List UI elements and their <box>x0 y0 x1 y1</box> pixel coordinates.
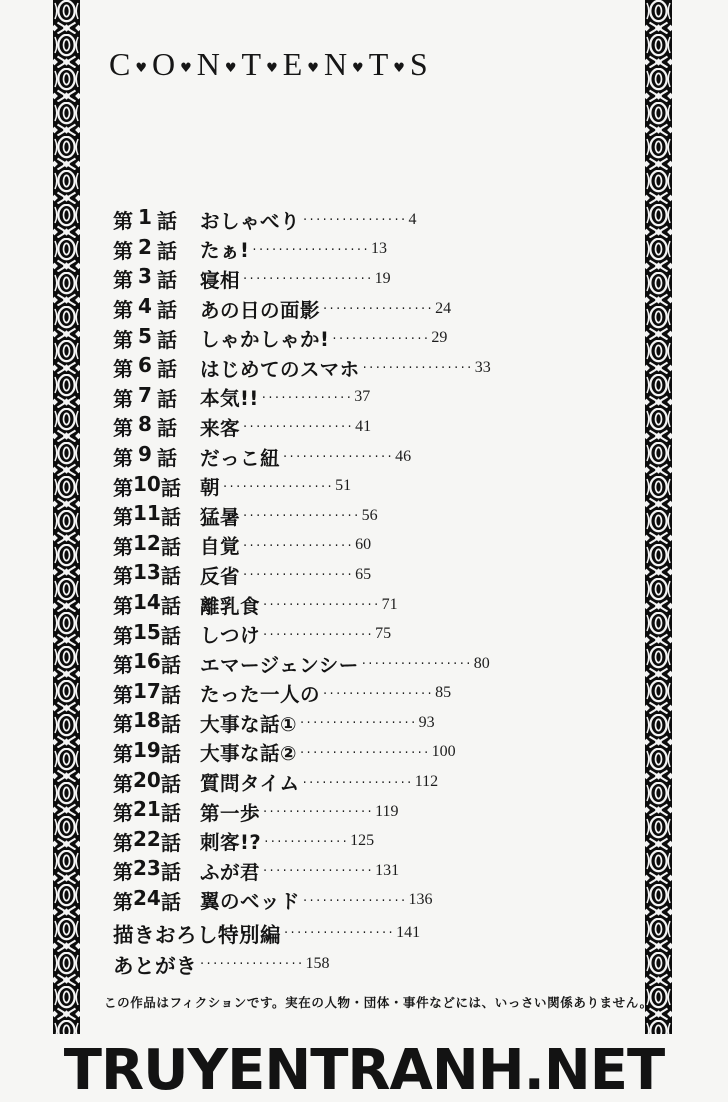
chapter-num: 7 <box>138 382 152 407</box>
toc-row <box>113 797 491 827</box>
contents-letter: C <box>109 46 131 82</box>
dots-leader: ···················· <box>300 745 431 761</box>
dots-leader: ················· <box>283 450 395 466</box>
toc-row <box>113 531 491 561</box>
page-number: 131 <box>375 861 400 879</box>
chapter-prefix: 第 <box>113 298 133 323</box>
chapter-suffix: 話 <box>160 771 181 796</box>
toc-row <box>113 856 491 886</box>
page-number: 112 <box>414 773 439 791</box>
heart-separator-icon: ♥ <box>180 61 192 76</box>
chapter-prefix: 第 <box>113 327 133 352</box>
heart-separator-icon: ♥ <box>352 61 364 76</box>
toc-row <box>113 560 491 590</box>
contents-letter: O <box>152 46 176 82</box>
page-number: 60 <box>355 536 372 554</box>
dots-leader: ················· <box>263 627 375 643</box>
chapter-list <box>113 205 491 915</box>
page-number: 125 <box>350 832 375 850</box>
chapter-prefix: 第 <box>113 446 133 471</box>
heart-separator-icon: ♥ <box>393 61 405 76</box>
dots-leader: ················· <box>284 926 396 941</box>
chapter-suffix: 話 <box>160 830 181 855</box>
page-number: 71 <box>381 595 398 613</box>
chapter-prefix: 第 <box>113 712 133 737</box>
chapter-num: 8 <box>138 412 152 437</box>
chapter-title: 第一歩 <box>200 801 261 825</box>
toc-row <box>113 235 491 265</box>
page-number: 37 <box>354 388 371 406</box>
chapter-title: しつけ <box>200 624 261 648</box>
chapter-prefix: 第 <box>113 268 133 293</box>
chapter-prefix: 第 <box>113 801 133 826</box>
chapter-number <box>113 501 181 530</box>
chapter-number <box>113 205 177 234</box>
toc-row <box>113 412 491 442</box>
chapter-suffix: 話 <box>160 860 181 885</box>
chapter-suffix: 話 <box>160 534 181 559</box>
page-number: 136 <box>408 891 433 909</box>
toc-row <box>113 383 491 413</box>
dots-leader: ················· <box>243 538 355 554</box>
chapter-prefix: 第 <box>113 416 133 441</box>
page-number: 46 <box>395 447 412 465</box>
chapter-num: 20 <box>133 767 161 792</box>
chapter-num: 5 <box>138 323 152 348</box>
chapter-suffix: 話 <box>156 357 177 382</box>
chapter-num: 3 <box>138 264 152 289</box>
page-number: 93 <box>418 713 435 731</box>
heart-separator-icon: ♥ <box>135 61 147 76</box>
chapter-suffix: 話 <box>156 298 177 323</box>
chapter-title: 寝相 <box>200 268 241 292</box>
dots-leader: ················· <box>362 361 474 377</box>
chapter-prefix: 第 <box>113 357 133 382</box>
chapter-title: 刺客!? <box>200 831 262 855</box>
dots-leader: ················· <box>361 657 473 673</box>
chapter-prefix: 第 <box>113 475 133 500</box>
contents-letter: T <box>368 46 389 82</box>
chapter-number <box>113 708 181 737</box>
chapter-num: 4 <box>138 294 152 319</box>
chapter-suffix: 話 <box>160 594 181 619</box>
dots-leader: ················· <box>323 302 435 318</box>
chapter-prefix: 第 <box>113 860 133 885</box>
chapter-prefix: 第 <box>113 594 133 619</box>
chapter-title: 大事な話② <box>200 742 298 766</box>
chapter-title: 離乳食 <box>200 594 261 618</box>
chapter-num: 21 <box>133 797 161 822</box>
chapter-suffix: 話 <box>160 741 181 766</box>
chapter-title: しゃかしゃか! <box>200 328 330 352</box>
page-number: 13 <box>371 240 387 258</box>
chapter-suffix: 話 <box>156 238 177 263</box>
page-number: 158 <box>305 954 330 972</box>
chapter-num: 13 <box>133 560 161 585</box>
chapter-number <box>113 530 181 560</box>
page-number: 119 <box>375 802 399 820</box>
chapter-suffix: 話 <box>160 653 181 678</box>
chapter-suffix: 話 <box>156 386 177 411</box>
chapter-suffix: 話 <box>156 327 177 352</box>
page-number: 80 <box>473 654 490 672</box>
page-number: 29 <box>431 329 448 347</box>
chapter-number <box>113 856 181 885</box>
dots-leader: ················ <box>200 957 305 972</box>
page-number: 141 <box>396 923 421 941</box>
dots-leader: ················ <box>303 893 408 909</box>
heart-separator-icon: ♥ <box>307 61 319 76</box>
chapter-prefix: 第 <box>113 889 133 914</box>
chapter-prefix: 第 <box>113 209 133 234</box>
chapter-num: 18 <box>133 708 161 733</box>
dots-leader: ·················· <box>263 598 381 614</box>
chapter-title: 反省 <box>200 564 241 588</box>
chapter-number <box>113 826 181 856</box>
chapter-prefix: 第 <box>113 771 133 796</box>
page-number: 19 <box>374 269 391 287</box>
toc-row <box>113 679 491 709</box>
toc-row <box>113 649 491 679</box>
toc-row <box>113 826 491 856</box>
page-number: 51 <box>335 477 352 495</box>
toc-row <box>113 501 491 531</box>
extra-list <box>113 917 420 979</box>
chapter-prefix: 第 <box>113 682 133 707</box>
chapter-suffix: 話 <box>160 889 181 914</box>
chapter-title: 自覚 <box>200 535 241 559</box>
chapter-title: はじめてのスマホ <box>200 357 360 381</box>
toc-row <box>113 590 491 620</box>
chapter-suffix: 話 <box>156 209 177 234</box>
chapter-title: ふが君 <box>200 860 261 884</box>
chapter-suffix: 話 <box>160 712 181 737</box>
chapter-num: 24 <box>133 885 161 910</box>
dots-leader: ················· <box>263 805 375 821</box>
page-number: 41 <box>355 417 372 435</box>
contents-letter: S <box>409 46 428 82</box>
toc-row <box>113 886 491 916</box>
chapter-title: エマージェンシー <box>200 653 359 677</box>
chapter-suffix: 話 <box>160 801 181 826</box>
chapter-num: 10 <box>133 471 161 496</box>
dots-leader: ·················· <box>300 716 418 732</box>
chapter-number <box>113 590 181 619</box>
toc-row <box>113 738 491 768</box>
chapter-number <box>113 619 181 649</box>
dots-leader: ············· <box>264 834 350 850</box>
chapter-title: おしゃべり <box>200 209 301 233</box>
right-chain-border-ornament <box>645 0 672 1034</box>
page-number: 24 <box>435 299 452 317</box>
chapter-title: 本気!! <box>200 387 259 411</box>
chapter-number <box>113 649 181 678</box>
chapter-prefix: 第 <box>113 386 133 411</box>
dots-leader: ················· <box>243 568 355 584</box>
page-title <box>109 46 428 83</box>
chapter-num: 15 <box>133 619 161 644</box>
chapter-number <box>113 442 177 471</box>
toc-row <box>113 353 491 383</box>
contents-letter: N <box>196 46 220 82</box>
chapter-title: あの日の面影 <box>200 298 321 322</box>
contents-letter: E <box>282 46 303 82</box>
chapter-num: 23 <box>133 856 161 881</box>
toc-row <box>113 264 491 294</box>
toc-row <box>113 294 491 324</box>
extra-title: 描きおろし特別編 <box>113 922 281 947</box>
chapter-number <box>113 324 177 353</box>
chapter-number <box>113 353 177 382</box>
toc-row <box>113 708 491 738</box>
contents-letter: T <box>241 46 262 82</box>
chapter-title: たぁ! <box>200 239 250 263</box>
toc-extra-row <box>113 917 420 948</box>
chapter-num: 12 <box>133 530 161 555</box>
left-chain-border-ornament <box>53 0 80 1034</box>
chapter-num: 17 <box>133 678 161 703</box>
dots-leader: ·················· <box>252 242 370 258</box>
page-number: 85 <box>435 684 452 702</box>
chapter-title: 猛暑 <box>200 505 241 529</box>
extra-title: あとがき <box>113 953 197 978</box>
chapter-prefix: 第 <box>113 653 133 678</box>
fiction-disclaimer: この作品はフィクションです。実在の人物・団体・事件などには、いっさい関係ありません。 <box>104 995 653 1010</box>
dots-leader: ················· <box>243 420 355 436</box>
chapter-number <box>113 412 177 441</box>
chapter-prefix: 第 <box>113 564 133 589</box>
heart-separator-icon: ♥ <box>224 61 237 76</box>
chapter-suffix: 話 <box>156 446 177 471</box>
dots-leader: ················ <box>303 213 408 229</box>
page-number: 4 <box>408 210 417 228</box>
chapter-num: 11 <box>133 501 161 526</box>
chapter-prefix: 第 <box>113 741 133 766</box>
chapter-suffix: 話 <box>156 416 177 441</box>
chapter-title: たった一人の <box>200 683 321 707</box>
chapter-prefix: 第 <box>113 238 133 263</box>
chapter-title: 朝 <box>200 476 221 500</box>
dots-leader: ···················· <box>243 272 374 288</box>
toc-row <box>113 205 491 235</box>
site-watermark: TRUYENTRANH.NET <box>63 1038 665 1102</box>
chapter-number <box>113 560 181 589</box>
chapter-num: 14 <box>133 590 161 615</box>
chapter-suffix: 話 <box>160 475 181 500</box>
toc-row <box>113 323 491 353</box>
heart-separator-icon: ♥ <box>266 61 278 76</box>
dots-leader: ················· <box>323 686 435 702</box>
toc-row <box>113 471 491 501</box>
chapter-prefix: 第 <box>113 623 133 648</box>
chapter-number <box>113 264 177 293</box>
chapter-number <box>113 235 177 264</box>
toc-row <box>113 619 491 649</box>
chapter-number <box>113 885 181 915</box>
chapter-suffix: 話 <box>160 623 181 648</box>
chapter-prefix: 第 <box>113 830 133 855</box>
dots-leader: ················· <box>223 479 335 495</box>
chapter-number <box>113 383 177 412</box>
chapter-num: 9 <box>138 442 152 467</box>
dots-leader: ··············· <box>332 331 431 347</box>
chapter-number <box>113 678 181 708</box>
chapter-title: 質問タイム <box>200 772 300 796</box>
page-number: 56 <box>361 506 378 524</box>
chapter-num: 16 <box>133 649 161 674</box>
toc-row <box>113 767 491 797</box>
chapter-number <box>113 797 181 826</box>
chapter-num: 22 <box>133 826 161 851</box>
chapter-number <box>113 767 181 797</box>
chapter-title: 翼のベッド <box>200 890 301 914</box>
chapter-suffix: 話 <box>160 505 181 530</box>
chapter-num: 6 <box>138 353 152 378</box>
chapter-title: だっこ紐 <box>200 446 281 470</box>
chapter-suffix: 話 <box>156 268 177 293</box>
page-number: 33 <box>474 358 491 376</box>
toc-extra-row <box>113 948 420 979</box>
dots-leader: ·············· <box>261 390 354 406</box>
chapter-number <box>113 471 181 501</box>
dots-leader: ················· <box>302 775 414 791</box>
chapter-num: 19 <box>133 737 161 762</box>
chapter-suffix: 話 <box>160 682 181 707</box>
chapter-num: 2 <box>138 234 152 259</box>
chapter-title: 来客 <box>200 416 241 440</box>
chapter-prefix: 第 <box>113 505 133 530</box>
page-number: 75 <box>375 625 392 643</box>
chapter-title: 大事な話① <box>200 712 298 736</box>
dots-leader: ················· <box>263 864 375 880</box>
chapter-prefix: 第 <box>113 534 133 559</box>
contents-letter: N <box>323 46 348 82</box>
chapter-num: 1 <box>138 205 152 230</box>
chapter-number <box>113 737 181 767</box>
chapter-number <box>113 294 177 323</box>
toc-row <box>113 442 491 472</box>
dots-leader: ·················· <box>243 509 361 525</box>
page-number: 65 <box>355 565 372 583</box>
chapter-suffix: 話 <box>160 564 181 589</box>
page-number: 100 <box>431 743 456 761</box>
